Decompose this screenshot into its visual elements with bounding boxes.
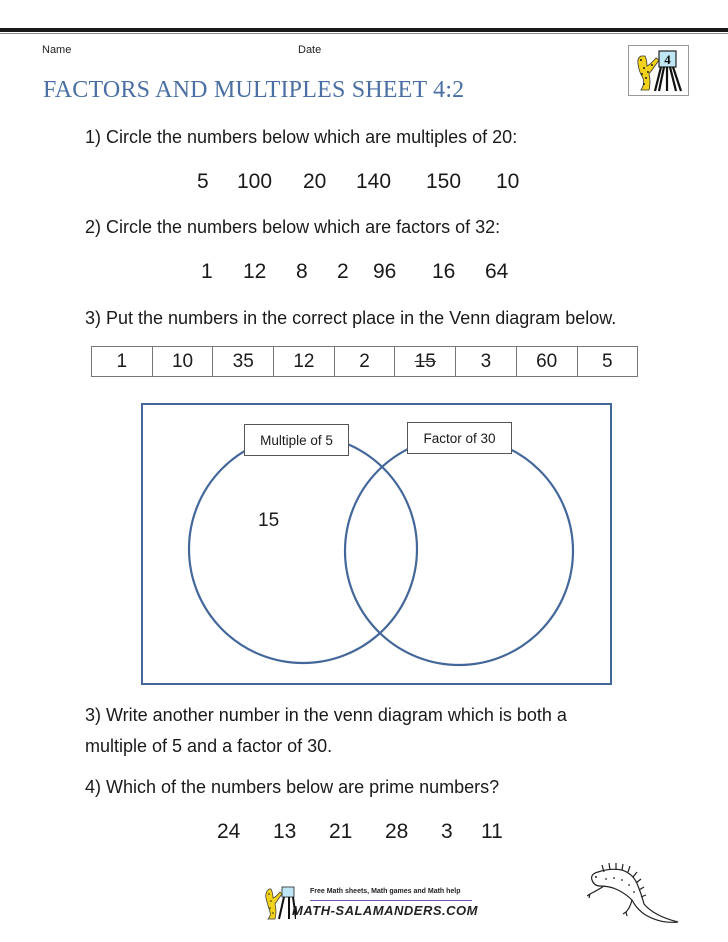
number-option[interactable]: 24 [217, 820, 241, 843]
number-table [91, 346, 638, 377]
number-option[interactable]: 64 [485, 260, 509, 283]
date-label: Date [298, 44, 322, 56]
number-option[interactable]: 2 [337, 260, 349, 283]
salamander-easel-4-logo-icon [628, 45, 689, 96]
question-1-numbers [197, 170, 536, 194]
svg-text:4: 4 [664, 52, 671, 67]
number-option[interactable]: 16 [432, 260, 456, 283]
number-option[interactable]: 150 [426, 170, 462, 193]
number-option[interactable]: 12 [243, 260, 267, 283]
number-option[interactable]: 140 [356, 170, 392, 193]
header-rule [0, 28, 728, 32]
table-cell[interactable]: 12 [274, 347, 335, 376]
venn-label-left: Multiple of 5 [244, 424, 349, 456]
number-option[interactable]: 28 [385, 820, 409, 843]
question-3b-line-1: 3) Write another number in the venn diagram which is both a [85, 705, 567, 725]
question-3b-line-2: multiple of 5 and a factor of 30. [85, 736, 333, 756]
footer-rule [310, 900, 472, 901]
number-option[interactable]: 13 [273, 820, 297, 843]
question-4-numbers [217, 820, 521, 844]
venn-diagram-frame [141, 403, 612, 685]
table-cell[interactable]: 35 [213, 347, 274, 376]
header-rule-thin [0, 33, 728, 34]
footer-salamander-logo-icon [262, 884, 296, 920]
venn-placed-number: 15 [258, 510, 280, 531]
footer-brand: MATH-SALAMANDERS.COM [292, 903, 478, 918]
question-2-numbers [201, 260, 525, 284]
table-cell[interactable]: 60 [517, 347, 578, 376]
number-option[interactable]: 1 [201, 260, 213, 283]
table-cell[interactable]: 5 [602, 350, 613, 372]
number-option[interactable]: 11 [481, 820, 503, 843]
number-option[interactable]: 3 [441, 820, 453, 843]
name-label: Name [42, 44, 72, 56]
number-option[interactable]: 21 [329, 820, 353, 843]
table-cell[interactable]: 2 [335, 347, 396, 376]
number-option[interactable]: 20 [303, 170, 327, 193]
venn-label-right: Factor of 30 [407, 422, 512, 454]
question-2-text: 2) Circle the numbers below which are factors of 32: [85, 217, 501, 237]
number-option[interactable]: 5 [197, 170, 209, 193]
table-cell[interactable]: 1 [92, 347, 153, 376]
question-3-text: 3) Put the numbers in the correct place in the Venn diagram below. [85, 308, 617, 328]
number-option[interactable]: 96 [373, 260, 397, 283]
number-option[interactable]: 8 [296, 260, 308, 283]
number-option[interactable]: 100 [237, 170, 273, 193]
footer-tagline: Free Math sheets, Math games and Math help [310, 888, 461, 895]
question-4-text: 4) Which of the numbers below are prime numbers? [85, 777, 500, 797]
footer-logo[interactable] [262, 884, 478, 920]
number-option[interactable]: 10 [496, 170, 520, 193]
question-1-text: 1) Circle the numbers below which are multiples of 20: [85, 127, 518, 147]
table-cell[interactable]: 10 [153, 347, 214, 376]
table-cell-crossed[interactable]: 15 [395, 347, 456, 376]
table-cell[interactable]: 3 [456, 347, 517, 376]
page-title: FACTORS AND MULTIPLES SHEET 4:2 [43, 77, 465, 103]
salamander-drawing-icon [582, 860, 682, 930]
